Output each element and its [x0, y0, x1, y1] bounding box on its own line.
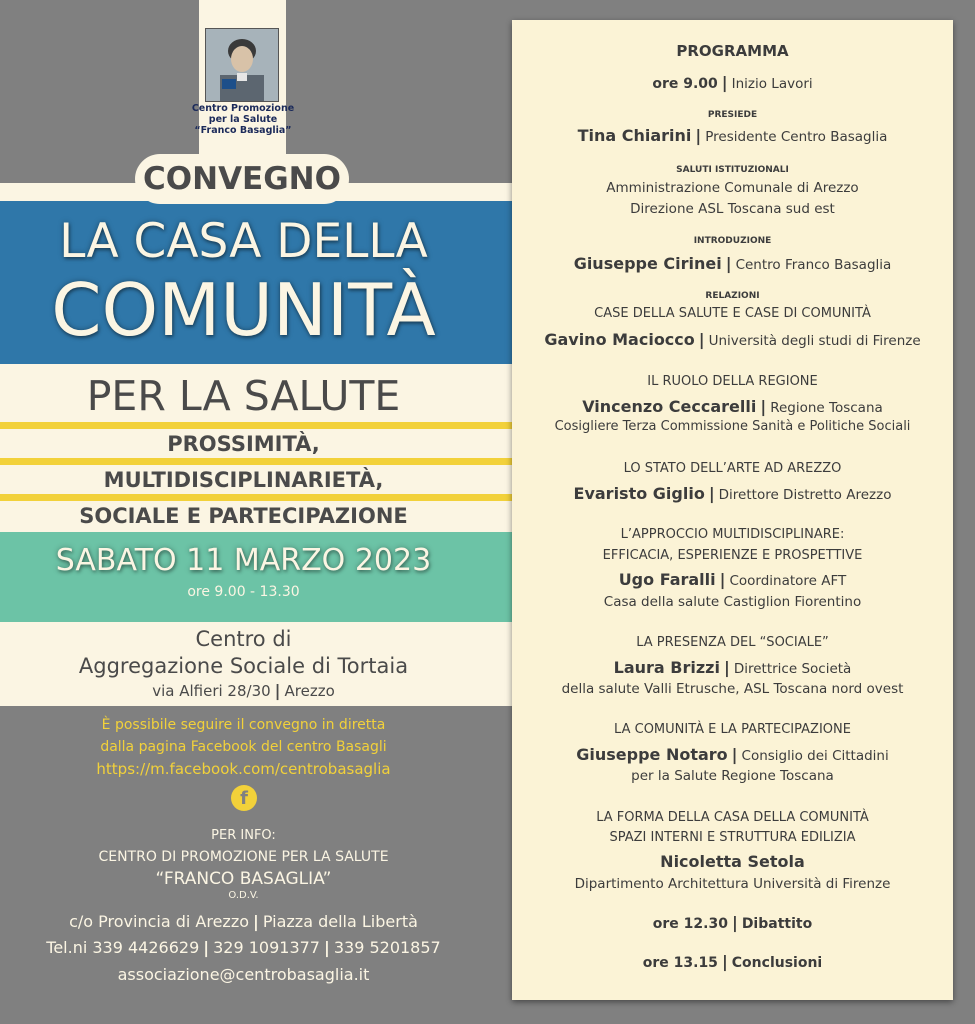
venue-street: via Alfieri 28/30 — [152, 682, 271, 700]
preside-row: Tina Chiarini | Presidente Centro Basaglia — [577, 126, 888, 145]
event-time: ore 9.00 - 13.30 — [187, 584, 300, 600]
logo-line-3: “Franco Basaglia” — [194, 125, 292, 136]
info-org-1: CENTRO DI PROMOZIONE PER LA SALUTE — [98, 849, 389, 865]
r2-row: Vincenzo Ceccarelli | Regione Toscana — [582, 397, 883, 416]
r6-row: Giuseppe Notaro | Consiglio dei Cittadini — [576, 745, 889, 764]
logo-line-1: Centro Promozione — [191, 103, 295, 114]
r4-title-1: L’APPROCCIO MULTIDISCIPLINARE: — [620, 527, 845, 542]
theme-1: PROSSIMITÀ, — [167, 432, 320, 456]
convegno-label: CONVEGNO — [143, 161, 341, 197]
r6-title: LA COMUNITÀ E LA PARTECIPAZIONE — [614, 722, 851, 737]
info-phones: Tel.ni 339 4426629 | 329 1091377 | 339 5201857 — [46, 938, 441, 957]
r6-role-2: per la Salute Regione Toscana — [631, 768, 834, 784]
r5-row: Laura Brizzi | Direttrice Società — [613, 658, 852, 677]
venue-line-1: Centro di — [195, 627, 292, 651]
preside-label: PRESIEDE — [707, 110, 758, 120]
info-label: PER INFO: — [211, 828, 276, 843]
r1-row: Gavino Maciocco | Università degli studi di Firenze — [544, 330, 921, 349]
theme-2: MULTIDISCIPLINARIETÀ, — [103, 468, 384, 492]
title-line-2: COMUNITÀ — [51, 268, 436, 352]
logo-line-2: per la Salute — [208, 114, 278, 125]
stream-line-2: dalla pagina Facebook del centro Basagli — [100, 739, 387, 755]
event-date: SABATO 11 MARZO 2023 — [55, 543, 432, 578]
convegno-badge — [135, 154, 349, 204]
end-row: ore 13.15 | Conclusioni — [642, 952, 823, 971]
r1-title: CASE DELLA SALUTE E CASE DI COMUNITÀ — [594, 306, 871, 321]
r2-title: IL RUOLO DELLA REGIONE — [647, 374, 818, 389]
themes — [0, 426, 487, 534]
relazioni-label: RELAZIONI — [705, 291, 760, 301]
intro-row: Giuseppe Cirinei | Centro Franco Basaglia — [573, 254, 892, 273]
r5-title: LA PRESENZA DEL “SOCIALE” — [636, 635, 829, 650]
start-row: ore 9.00 | Inizio Lavori — [652, 73, 813, 92]
r7-role: Dipartimento Architettura Università di Firenze — [574, 876, 891, 892]
venue-line-2: Aggregazione Sociale di Tortaia — [78, 654, 409, 678]
r5-role-2: della salute Valli Etrusche, ASL Toscana nord ovest — [561, 681, 904, 697]
portrait-icon — [206, 29, 278, 101]
r3-title: LO STATO DELL’ARTE AD AREZZO — [623, 461, 842, 476]
r7-title-1: LA FORMA DELLA CASA DELLA COMUNITÀ — [596, 810, 869, 825]
logo-caption — [180, 103, 306, 136]
intro-label: INTRODUZIONE — [693, 236, 772, 246]
venue-address: via Alfieri 28/30 | Arezzo — [152, 681, 335, 700]
debate-row: ore 12.30 | Dibattito — [652, 913, 813, 932]
info-org-2: “FRANCO BASAGLIA” — [155, 869, 332, 889]
saluti-2: Direzione ASL Toscana sud est — [630, 201, 835, 217]
program-panel — [512, 20, 953, 1000]
stream-url[interactable]: https://m.facebook.com/centrobasaglia — [96, 760, 391, 778]
contact-info — [0, 826, 487, 989]
info-address: c/o Provincia di Arezzo | Piazza della Libertà — [69, 912, 418, 931]
r4-title-2: EFFICACIA, ESPERIENZE E PROSPETTIVE — [602, 548, 863, 563]
r2-role-2: Cosigliere Terza Commissione Sanità e Politiche Sociali — [554, 419, 911, 434]
venue — [0, 626, 487, 702]
r7-title-2: SPAZI INTERNI E STRUTTURA EDILIZIA — [609, 830, 856, 845]
info-email[interactable]: associazione@centrobasaglia.it — [117, 965, 370, 984]
subtitle: PER LA SALUTE — [86, 372, 401, 420]
info-odv: O.D.V. — [228, 890, 259, 901]
facebook-icon[interactable]: f — [231, 785, 257, 811]
founder-photo — [205, 28, 279, 102]
title-line-1: LA CASA DELLA — [59, 214, 428, 269]
r4-row: Ugo Faralli | Coordinatore AFT — [618, 570, 847, 589]
venue-city: Arezzo — [284, 682, 335, 700]
theme-3: SOCIALE E PARTECIPAZIONE — [79, 504, 408, 528]
r4-role-2: Casa della salute Castiglion Fiorentino — [603, 594, 862, 610]
stream-line-1: È possibile seguire il convegno in diretta — [101, 717, 386, 733]
saluti-1: Amministrazione Comunale di Arezzo — [606, 180, 859, 196]
r3-row: Evaristo Giglio | Direttore Distretto Arezzo — [573, 484, 892, 503]
r7-name: Nicoletta Setola — [660, 852, 805, 871]
stream-info — [0, 714, 487, 780]
program-title: PROGRAMMA — [676, 42, 789, 60]
saluti-label: SALUTI ISTITUZIONALI — [676, 165, 789, 175]
